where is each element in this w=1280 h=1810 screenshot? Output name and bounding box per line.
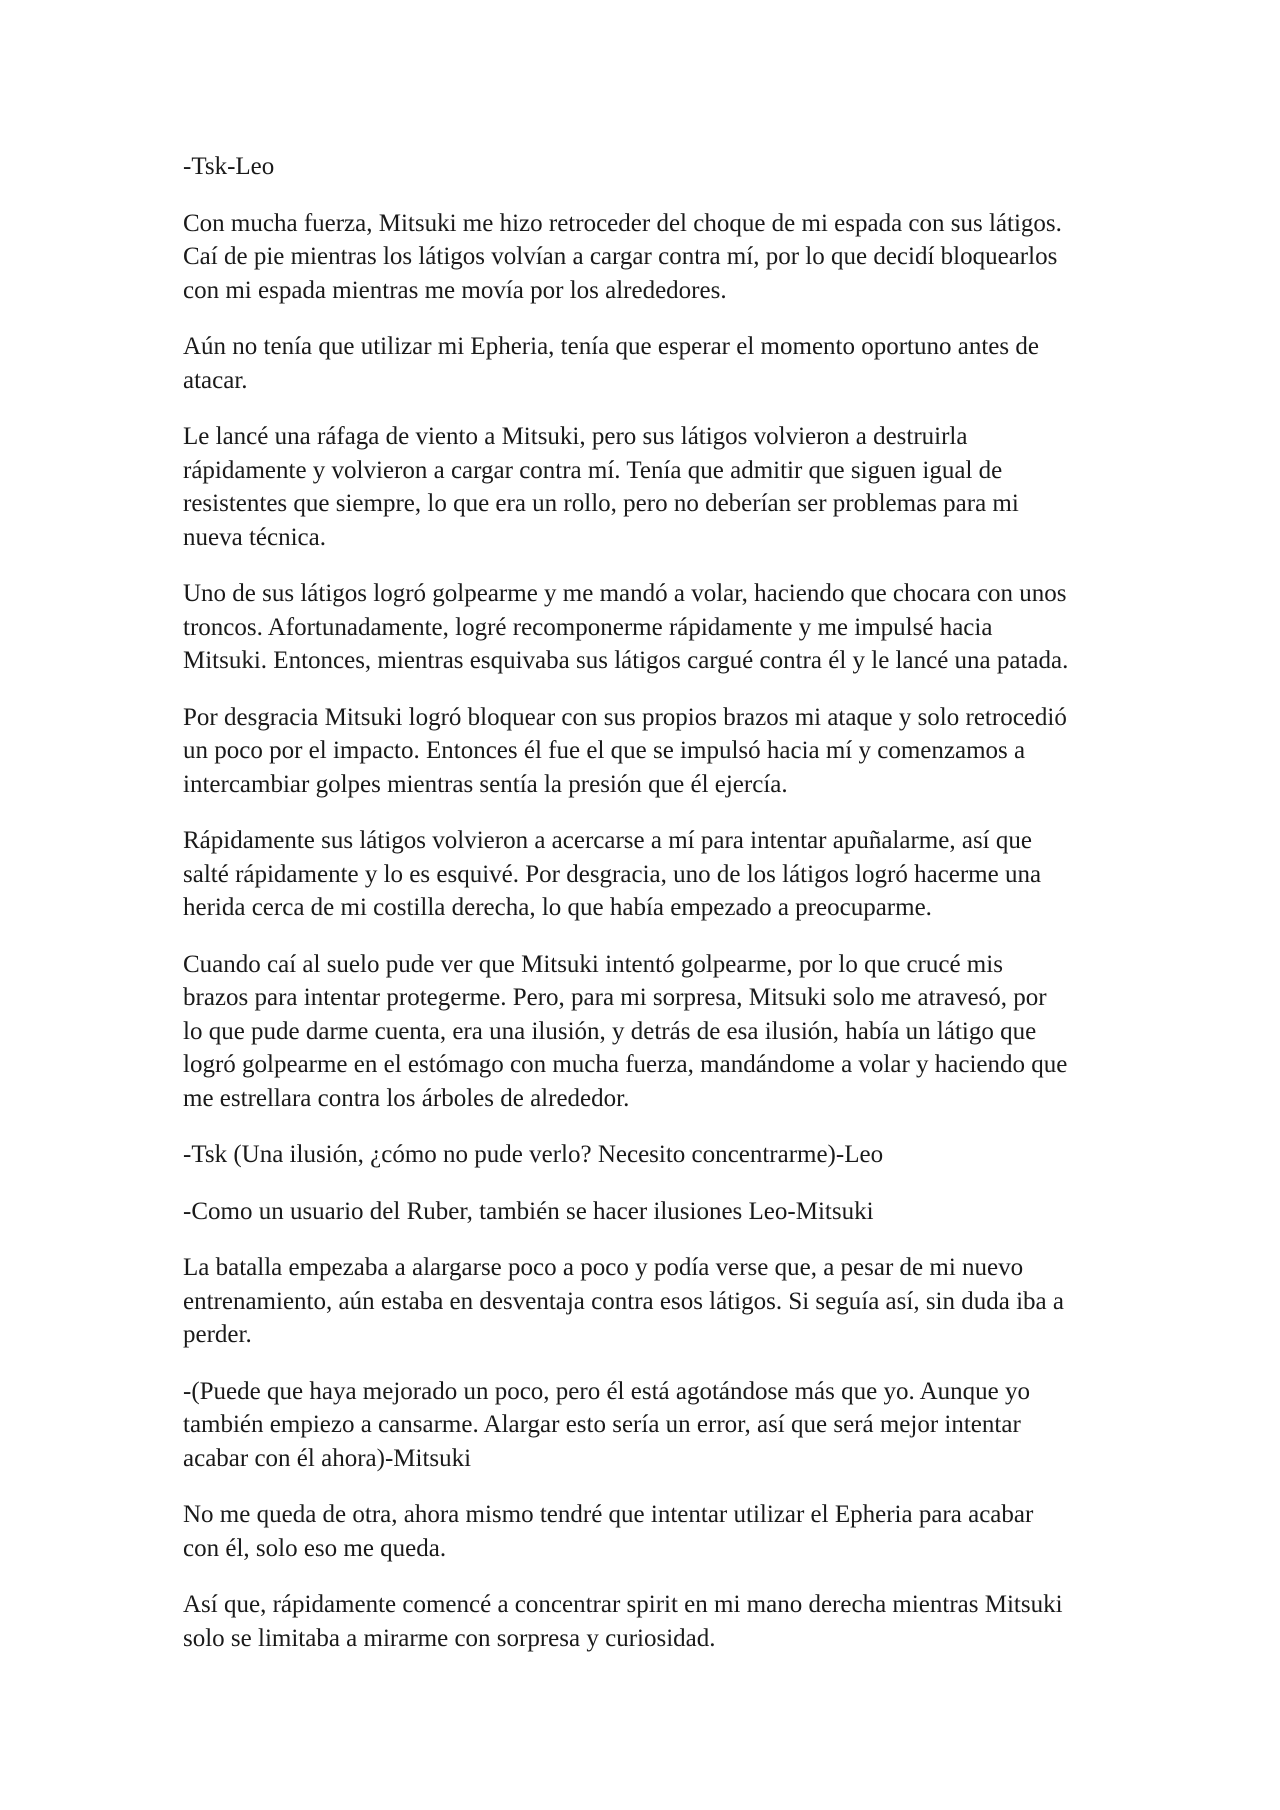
text-line: Mitsuki. Entonces, mientras esquivaba sus látigos cargué contra él y le lancé una patada. <box>183 647 1069 674</box>
text-line: brazos para intentar protegerme. Pero, para mi sorpresa, Mitsuki solo me atravesó, por <box>183 984 1047 1011</box>
text-line: -Tsk-Leo <box>183 153 275 180</box>
text-line: con él, solo eso me queda. <box>183 1534 447 1562</box>
paragraph <box>183 577 1068 678</box>
text-line: lo que pude darme cuenta, era una ilusión, y detrás de esa ilusión, había un látigo que <box>183 1017 1037 1045</box>
text-line: No me queda de otra, ahora mismo tendré que intentar utilizar el Epheria para acabar <box>183 1501 1034 1528</box>
text-line: un poco por el impacto. Entonces él fue el que se impulsó hacia mí y comenzamos a <box>183 737 1026 764</box>
paragraph <box>183 207 1068 308</box>
text-line: solo se limitaba a mirarme con sorpresa y curiosidad. <box>183 1624 716 1652</box>
text-line: rápidamente y volvieron a cargar contra mí. Tenía que admitir que siguen igual de <box>183 456 1003 484</box>
paragraph <box>183 1195 1068 1229</box>
text-line: nueva técnica. <box>183 523 326 551</box>
text-line: atacar. <box>183 366 248 394</box>
text-line: intercambiar golpes mientras sentía la presión que él ejercía. <box>183 770 788 798</box>
text-line: Rápidamente sus látigos volvieron a acercarse a mí para intentar apuñalarme, así que <box>183 827 1032 854</box>
text-line: Le lancé una ráfaga de viento a Mitsuki, pero sus látigos volvieron a destruirla <box>183 423 968 450</box>
text-line: entrenamiento, aún estaba en desventaja contra esos látigos. Si seguía así, sin duda iba a <box>183 1287 1064 1315</box>
text-line: herida cerca de mi costilla derecha, lo que había empezado a preocuparme. <box>183 894 932 921</box>
text-line: acabar con él ahora)-Mitsuki <box>183 1444 472 1472</box>
paragraph <box>183 948 1068 1116</box>
paragraph <box>183 1138 1068 1172</box>
text-line: resistentes que siempre, lo que era un rollo, pero no deberían ser problemas para mi <box>183 490 1019 517</box>
paragraph <box>183 824 1068 925</box>
text-line: logró golpearme en el estómago con mucha fuerza, mandándome a volar y haciendo que <box>183 1051 1068 1078</box>
text-line: Cuando caí al suelo pude ver que Mitsuki intentó golpearme, por lo que crucé mis <box>183 950 1003 978</box>
text-line: -Tsk (Una ilusión, ¿cómo no pude verlo? Necesito concentrarme)-Leo <box>183 1141 884 1168</box>
text-line: -Como un usuario del Ruber, también se hacer ilusiones Leo-Mitsuki <box>183 1197 874 1225</box>
paragraph <box>183 330 1068 397</box>
paragraph <box>183 1251 1068 1352</box>
paragraph <box>183 701 1068 802</box>
text-line: -(Puede que haya mejorado un poco, pero él está agotándose más que yo. Aunque yo <box>183 1377 1030 1405</box>
paragraph <box>183 150 1068 184</box>
text-line: Caí de pie mientras los látigos volvían a cargar contra mí, por lo que decidí bloquearlos <box>183 243 1058 270</box>
text-line: salté rápidamente y lo es esquivé. Por desgracia, uno de los látigos logró hacerme una <box>183 860 1042 888</box>
text-line: Aún no tenía que utilizar mi Epheria, tenía que esperar el momento oportuno antes de <box>183 333 1039 360</box>
text-line: troncos. Afortunadamente, logré recomponerme rápidamente y me impulsé hacia <box>183 613 993 641</box>
text-line: Uno de sus látigos logró golpearme y me mandó a volar, haciendo que chocara con unos <box>183 580 1067 607</box>
text-line: Con mucha fuerza, Mitsuki me hizo retroceder del choque de mi espada con sus látigos. <box>183 209 1062 237</box>
text-line: La batalla empezaba a alargarse poco a poco y podía verse que, a pesar de mi nuevo <box>183 1254 1024 1281</box>
text-line: Por desgracia Mitsuki logró bloquear con sus propios brazos mi ataque y solo retrocedió <box>183 703 1067 731</box>
paragraph <box>183 420 1068 554</box>
paragraph <box>183 1375 1068 1476</box>
text-line: me estrellara contra los árboles de alrededor. <box>183 1084 630 1112</box>
text-line: Así que, rápidamente comencé a concentrar spirit en mi mano derecha mientras Mitsuki <box>183 1591 1063 1618</box>
paragraph <box>183 1588 1068 1655</box>
text-line: perder. <box>183 1321 252 1348</box>
paragraph <box>183 1498 1068 1565</box>
text-line: también empiezo a cansarme. Alargar esto sería un error, así que será mejor intentar <box>183 1411 1021 1438</box>
text-line: con mi espada mientras me movía por los alrededores. <box>183 276 727 304</box>
document-body <box>183 150 1068 1678</box>
